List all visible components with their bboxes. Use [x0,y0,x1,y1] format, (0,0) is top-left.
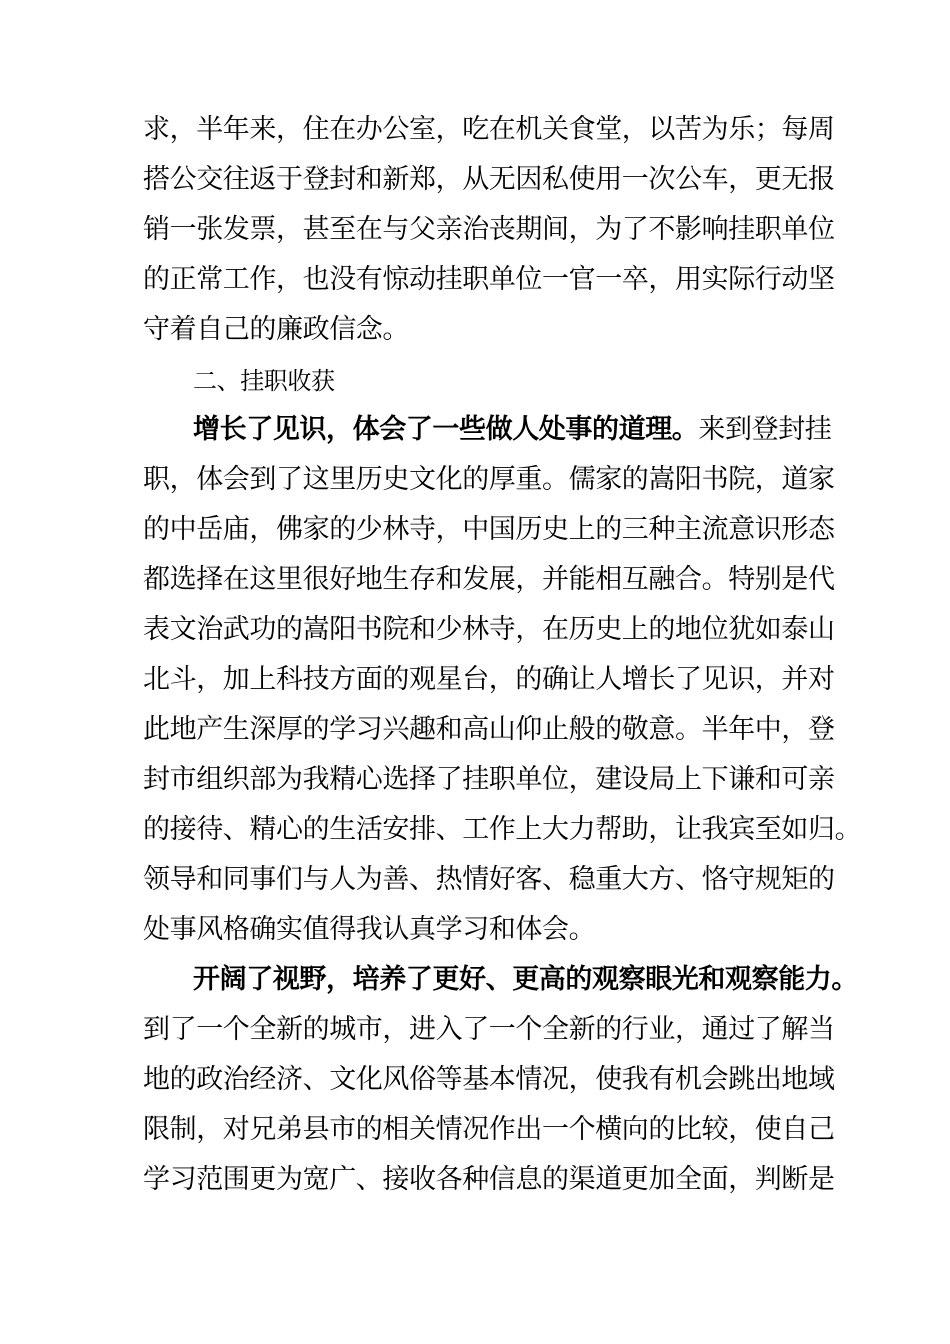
paragraph-lead-bold: 增长了见识，体会了一些做人处事的道理。 [193,414,699,445]
body-text-line: 搭公交往返于登封和新郑，从无因私使用一次公车，更无报 [143,164,835,195]
body-text-line: 到了一个全新的城市，进入了一个全新的行业，通过了解当 [143,1014,835,1045]
body-text-line: 都选择在这里很好地生存和发展，并能相互融合。特别是代 [143,564,835,595]
body-text-line: 的接待、精心的生活安排、工作上大力帮助，让我宾至如归。 [143,814,862,845]
paragraph-first-line [193,411,831,449]
body-text-line: 北斗，加上科技方面的观星台，的确让人增长了见识，并对 [143,664,835,695]
body-text-line: 求，半年来，住在办公室，吃在机关食堂，以苦为乐；每周 [143,114,835,145]
body-text-line: 地的政治经济、文化风俗等基本情况，使我有机会跳出地域 [143,1064,835,1095]
body-text-line: 表文治武功的嵩阳书院和少林寺，在历史上的地位犹如泰山 [143,614,835,645]
body-text-line: 职，体会到了这里历史文化的厚重。儒家的嵩阳书院，道家 [143,464,835,495]
body-text-line: 限制，对兄弟县市的相关情况作出一个横向的比较，使自己 [143,1114,835,1145]
body-text-line: 守着自己的廉政信念。 [143,314,409,345]
body-text-line: 的中岳庙，佛家的少林寺，中国历史上的三种主流意识形态 [143,514,835,545]
paragraph-lead-bold: 开阔了视野，培养了更好、更高的观察眼光和观察能力。 [193,964,858,995]
body-text-line: 销一张发票，甚至在与父亲治丧期间，为了不影响挂职单位 [143,214,835,245]
body-text-line: 领导和同事们与人为善、热情好客、稳重大方、恪守规矩的 [143,864,835,895]
body-text-line: 封市组织部为我精心选择了挂职单位，建设局上下谦和可亲 [143,764,835,795]
body-text-line: 此地产生深厚的学习兴趣和高山仰止般的敬意。半年中，登 [143,714,835,745]
section-heading: 二、挂职收获 [193,367,335,395]
body-text-line: 的正常工作，也没有惊动挂职单位一官一卒，用实际行动坚 [143,264,835,295]
body-text-line: 处事风格确实值得我认真学习和体会。 [143,914,596,945]
body-text-span: 来到登封挂 [698,414,832,445]
body-text-line: 学习范围更为宽广、接收各种信息的渠道更加全面，判断是 [143,1164,835,1195]
